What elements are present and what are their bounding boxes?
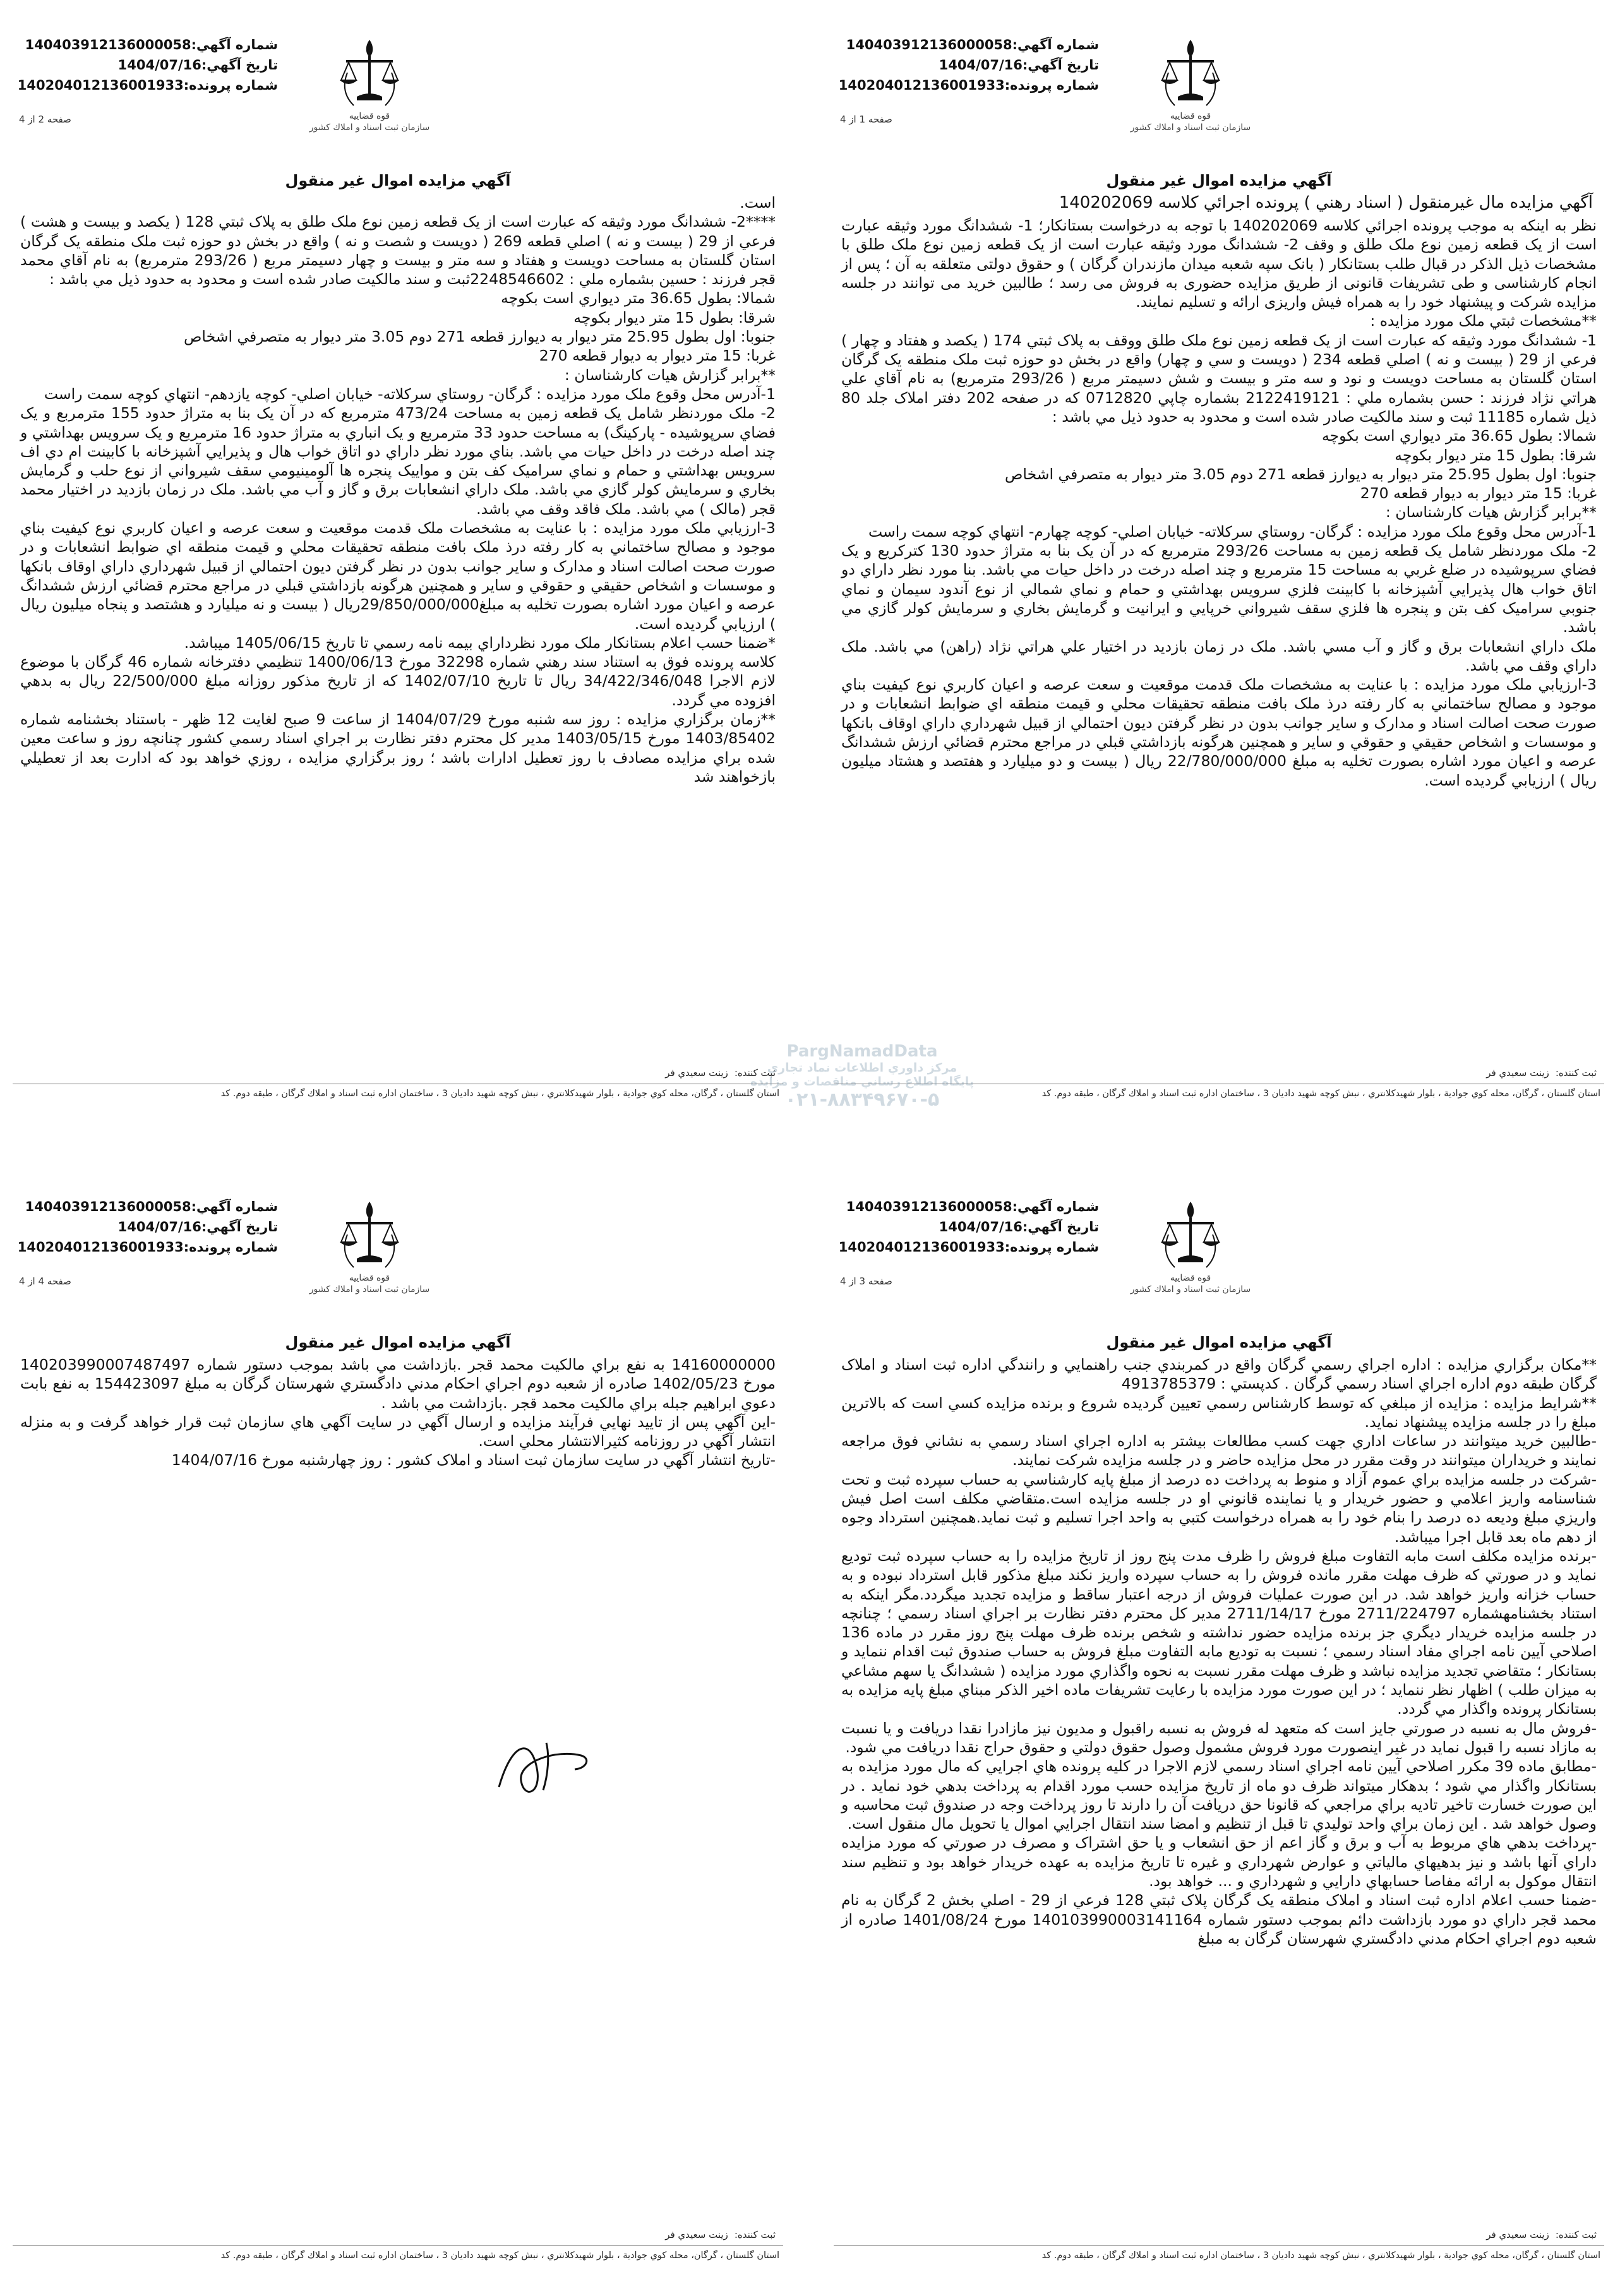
page-header [6, 0, 789, 164]
document-page-4 [6, 1162, 789, 2280]
registrar-name: زينت سعيدي فر [665, 2229, 728, 2240]
ad-date-row [13, 1217, 278, 1237]
body-paragraph: شمالا: بطول 36.65 متر ديواري است بكوچه [1321, 427, 1597, 445]
body-paragraph: **برابر گزارش هيات كارشناسان : [1385, 503, 1597, 522]
notice-title: آگهي مزايده اموال غير منقول [285, 1334, 511, 1351]
ad-number: 140403912136000058 [25, 37, 191, 52]
page-footer [827, 1067, 1611, 1118]
page-footer [6, 2229, 789, 2280]
registrar-name: زينت سعيدي فر [1486, 2229, 1549, 2240]
ad-number-row [834, 35, 1099, 55]
body-paragraph: ****2- ششدانگ مورد وثيقه كه عبارت است از يک قطعه زمين نوع ملک طلق به پلاک ثبتي 128 ( يكصد و بيست و هشت ) فرعي از 29 ( بيست و نه ) اصلي قطعه 269 ( دويست و شصت و نه ) واقع در بخش دو حوزه ثبت ملک منطقه يک گرگان استان گلستان به مساحت دويست و هفتاد و سه متر و بيست و چهار دسيمتر مربع ( 293/26 مترمربع) به نام آقاي محمد قجر فرزند : حسين بشماره ملي : 2248546602ثبت و سند مالكيت صادر شده است و محدود به حدود ذيل مي باشد : [20, 213, 776, 289]
emblem-text-registry: سازمان ثبت اسناد و املاك كشور [1130, 123, 1251, 133]
notice-body [841, 1355, 1597, 1948]
office-address: استان گلستان ، گرگان، محله كوي جوادية ، بلوار شهيدكلانتري ، نبش كوچه شهيد داديان 3 ، ساختمان اداره ثبت اسناد و املاك گرگان ، طبقه دوم. كد [1041, 1089, 1600, 1099]
ad-date: 1404/07/16 [939, 1219, 1023, 1235]
case-number-row [13, 1237, 278, 1257]
judiciary-emblem [303, 35, 436, 161]
watermark-brand: PargNamadData [786, 1042, 938, 1061]
body-paragraph: -تاريخ انتشار آگهي در سايت سازمان ثبت اسناد و املاک كشور : روز چهارشنبه مورخ 1404/07/16 [171, 1451, 776, 1469]
body-paragraph: -شركت در جلسه مزايده براي عموم آزاد و منوط به پرداخت ده درصد از مبلغ پايه كارشناسي به حساب سپرده ثبت و تحت شناسنامه واريز اعلامي و حضور خريدار و يا نماينده قانوني او در جلسه مزايده است.متقاضي مكلف است اصل فيش واريزي مبلغ وديعه ده درصد را بنام خود را به همراه درخواست كتبي به واحد اجرا تسليم و ثبت نمايد.همچنين استرداد وجوه از دهم ماه بعد قابل اجرا ميباشد. [841, 1470, 1597, 1546]
notice-body [20, 193, 776, 786]
office-address: استان گلستان ، گرگان، محله كوي جوادية ، بلوار شهيدكلانتري ، نبش كوچه شهيد داديان 3 ، ساختمان اداره ثبت اسناد و املاك گرگان ، طبقه دوم. كد [1041, 2251, 1600, 2261]
ad-number: 140403912136000058 [846, 1199, 1012, 1214]
page-number: صفحه 3 از 4 [840, 1276, 892, 1287]
notice-body [841, 216, 1597, 790]
body-paragraph: جنوبا: اول بطول 25.95 متر ديوار به ديوارز قطعه 271 دوم 3.05 متر ديوار به متصرفي اشخاص [1005, 465, 1597, 483]
page-header [6, 1162, 789, 1326]
notice-body [20, 1355, 776, 1470]
case-number-row [13, 75, 278, 95]
document-page-3 [827, 1162, 1611, 2280]
scales-emblem-icon [1156, 35, 1225, 111]
signature-scribble-icon [486, 1730, 600, 1806]
case-number: 140204012136001933 [838, 1240, 1005, 1255]
registrar-signature [665, 1067, 776, 1079]
office-address: استان گلستان ، گرگان، محله كوي جوادية ، بلوار شهيدكلانتري ، نبش كوچه شهيد داديان 3 ، ساختمان اداره ثبت اسناد و املاك گرگان ، طبقه دوم. كد [220, 1089, 779, 1099]
registrar-label: ثبت كننده: [1555, 2229, 1597, 2240]
office-address: استان گلستان ، گرگان، محله كوي جوادية ، بلوار شهيدكلانتري ، نبش كوچه شهيد داديان 3 ، ساختمان اداره ثبت اسناد و املاك گرگان ، طبقه دوم. كد [220, 2251, 779, 2261]
body-paragraph: -پرداخت بدهي هاي مربوط به آب و برق و گاز اعم از حق انشعاب و يا حق اشتراک و مصرف در صورتي كه مورد مزايده داراي آنها باشد و نيز بدهيهاي مالياتي و عوارض شهرداري و غيره تا تاريخ مزايده به عهده خريدار خواهد بود و تنظيم سند انتقال موكول به ارائه مفاصا حسابهاي دارايي و شهرداري و ... خواهد بود. [841, 1834, 1597, 1891]
body-paragraph: 1-آدرس محل وقوع ملک مورد مزايده : گرگان- روستاي سركلاته- خيابان اصلي- كوچه چهارم- انتهاي كوچه سمت راست [868, 522, 1597, 541]
body-paragraph: شرقا: بطول 15 متر ديوار بكوچه [1395, 446, 1597, 464]
case-number-label: شماره پرونده: [1004, 1240, 1099, 1255]
case-number: 140204012136001933 [17, 1240, 184, 1255]
notice-title: آگهي مزايده اموال غير منقول [285, 172, 511, 189]
body-paragraph: -فروش مال به نسبه در صورتي جايز است كه متعهد له فروش به نسبه راقبول و مديون نيز مازادرا نقدا دريافت و يا نسبت به مازاد نسبه را قبول نمايد در غير اينصورت مورد فروش مشمول وصول حقوق دولتي و حقوق حراج نقدا دريافت مي شود. [841, 1719, 1597, 1756]
case-number-row [834, 1237, 1099, 1257]
ad-date-row [834, 1217, 1099, 1237]
ad-number-row [13, 35, 278, 55]
ad-date-label: تاريخ آگهي: [1022, 1219, 1099, 1235]
body-paragraph: -مطابق ماده 39 مكرر اصلاحي آيين نامه اجراي اسناد رسمي لازم الاجرا در كليه پرونده هاي اجرايي كه مال مورد مزايده به بستانكار واگذار مي شود ؛ بدهكار ميتواند ظرف دو ماه از تاريخ مزايده حسب مورد اقدام به پرداخت بدهي خود نمايد . در اين صورت خسارت تاخير تاديه براي مراجعي كه قانونا حق دريافت آن را دارند تا روز پرداخت وجه در صندوق ثبت محاسبه و وصول خواهد شد . اين زمان براي واحد توليدي تا قبل از تنظيم و امضا سند انتقال اجرايي اموال يا تحويل مال منقول است. [841, 1757, 1597, 1833]
footer-divider [13, 2245, 783, 2246]
body-paragraph: شمالا: بطول 36.65 متر ديواري است بكوچه [500, 289, 776, 308]
scales-emblem-icon [335, 1197, 404, 1272]
body-paragraph: -برنده مزايده مكلف است مابه التفاوت مبلغ فروش را ظرف مدت پنج روز از تاريخ مزايده را به حساب سپرده ثبت توديع نمايد و در صورتي كه ظرف مهلت مقرر مانده فروش را به حساب سپرده واريز نكند مبلغ مذكور قابل استرداد نبوده و به حساب خزانه واريز خواهد شد. در اين صورت عمليات فروش از درجه اعتبار ساقط و مزايده تجديد ميگردد.مگر اينكه به استناد بخشنامهشماره 2711/224797 مورخ 2711/14/17 مدير كل محترم دفتر نظارت بر اجراي اسناد رسمي ؛ چنانچه در جلسه مزايده خريدار ديگري جز برنده مزايده حضور نداشته و شخص برنده ظرف مهلت پنج روز مقرر در ماده 136 اصلاحي آيين نامه اجراي مفاد اسناد رسمي ؛ نسبت به توديع مابه التفاوت مبلغ فروش به حساب صندوق ثبت اقدام ننمايد و بستانكار ؛ متقاضي تجديد مزايده نباشد و ظرف مهلت مقرر نسبت به نحوه واگذاري مورد مزايده ( ششدانگ يا سهم مشاعي به ميزان طلب ) اظهار نظر ننمايد ؛ در اين صورت مورد مزايده با رعايت تشريفات ماده اخير الذكر مبناي مبلغ پايه مزايده به بستانكار پرونده واگذار مي گردد. [841, 1546, 1597, 1718]
ad-date-row [834, 55, 1099, 75]
body-paragraph: **مكان برگزاري مزايده : اداره اجراي رسمي گرگان واقع در كمربندي جنب راهنمايي و رانندگي اداره ثبت اسناد و املاک گرگان طبقه دوم اداره اجراي اسناد رسمي گرگان . كدپستي : 4913785379 [841, 1356, 1597, 1393]
footer-divider [834, 2245, 1604, 2246]
emblem-text-judiciary: قوه قضاييه [1170, 1273, 1211, 1283]
ad-number-label: شماره آگهي: [1012, 1199, 1099, 1214]
case-number-label: شماره پرونده: [183, 1240, 278, 1255]
registrar-signature [1486, 2229, 1597, 2240]
body-paragraph: شرقا: بطول 15 متر ديوار بكوچه [573, 308, 776, 326]
page-footer [6, 1067, 789, 1118]
page-footer [827, 2229, 1611, 2280]
ad-date-label: تاريخ آگهي: [201, 1219, 278, 1235]
body-paragraph: **برابر گزارش هيات كارشناسان : [564, 366, 776, 384]
emblem-text-judiciary: قوه قضاييه [1170, 111, 1211, 121]
body-paragraph: **زمان برگزاري مزايده : روز سه شنبه مورخ 1404/07/29 از ساعت 9 صبح لغايت 12 ظهر - باستناد بخشنامه شماره 1403/85402 مورخ 1403/05/15 مدير كل محترم دفتر نظارت بر اجراي اسناد رسمي كشور چنانچه روز و ساعت معين شده براي مزايده مصادف با روز تعطيل ادارات باشد ؛ روز برگزاري مزايده ، روزي خواهد بود كه ادارت بعد از تعطيلي بازخواهند شد [20, 710, 776, 786]
case-number-label: شماره پرونده: [183, 78, 278, 93]
ad-date-label: تاريخ آگهي: [201, 57, 278, 73]
registrar-label: ثبت كننده: [734, 2229, 776, 2240]
body-paragraph: 14160000000 به نفع براي مالكيت محمد قجر .بازداشت مي باشد بموجب دستور شماره 140203990007487497 مورخ 1402/05/23 صادره از شعبه دوم اجراي احكام مدني دادگستري شهرستان گرگان به مبلغ 154423097 به نفع بابت دعوي ابراهيم جبله براي مالكيت محمد قجر .بازداشت مي باشد . [20, 1356, 776, 1412]
body-paragraph: -اين آگهي پس از تاييد نهايي فرآيند مزايده و ارسال آگهي در سايت آگهي هاي سازمان ثبت قرار خواهد گرفت و به منزله انتشار آگهي در روزنامه كثيرالانتشار محلي است. [20, 1413, 776, 1450]
ad-number-row [834, 1197, 1099, 1217]
document-page-1 [827, 0, 1611, 1118]
body-paragraph: -ضمنا حسب اعلام اداره ثبت اسناد و املاک منطقه يک گرگان پلاک ثبتي 128 فرعي از 29 - اصلي بخش 2 گرگان به نام محمد قجر داراي دو مورد بازداشت دائم بموجب دستور شماره 140103990003141164 مورخ 1401/08/24 صادره از شعبه دوم اجراي احكام مدني دادگستري شهرستان گرگان به مبلغ [841, 1891, 1597, 1947]
page-header [827, 1162, 1611, 1326]
case-number-row [834, 75, 1099, 95]
ad-date-row [13, 55, 278, 75]
ad-number-label: شماره آگهي: [191, 37, 278, 52]
page-header [827, 0, 1611, 164]
emblem-text-judiciary: قوه قضاييه [349, 111, 390, 121]
emblem-text-registry: سازمان ثبت اسناد و املاك كشور [309, 123, 430, 133]
body-paragraph: غربا: 15 متر ديوار به ديوار قطعه 270 [1360, 484, 1597, 503]
body-paragraph: 2- ملک موردنظر شامل يک قطعه زمين به مساحت 293/26 مترمربع كه در آن يک بنا به متراژ حدود 130 كتركريع و يک فضاي سرپوشيده در ضلع غربي به مساحت 15 مترمربع و چند اصله درخت در داخل حيات مي باشد. بنا مورد نظر داراي دو اتاق خواب هال پذيرايي آشپزخانه با كابينت فلزي سرويس بهداشتي و حمام و نماي شمالي از نوع آندود سيمان و نماي جنوبي سراميک كف بتن و پنجره ها فلزي سقف شيرواني خرپايي و ايرانيت و گرمايش بخاري و سرمايش كولر گازي مي باشد. [841, 542, 1597, 637]
emblem-text-registry: سازمان ثبت اسناد و املاك كشور [309, 1284, 430, 1294]
registrar-signature [665, 2229, 776, 2240]
registrar-label: ثبت كننده: [1555, 1067, 1597, 1079]
body-paragraph: است. [740, 194, 776, 212]
ad-number-row [13, 1197, 278, 1217]
document-page-2 [6, 0, 789, 1118]
body-paragraph: 1- ششدانگ مورد وثيقه كه عبارت است از يک قطعه زمين نوع ملک طلق ووقف به پلاک ثبتي 174 ( يكصد و هفتاد و چهار ) فرعي از 29 ( بيست و نه ) اصلي قطعه 234 ( دويست و سي و چهار) واقع در بخش دو حوزه ثبت ملک منطقه يک گرگان استان گلستان به مساحت دويست و نود و سه متر و بيست و شش دسيمتر مربع ( 293/26 مترمربع) به نام آقاي علي هراتي نژاد فرزند : حسن بشماره ملي : 2122419121 بشماره چاپي 0712820 كه در صفحه 202 دفتر املاک جلد 80 ذيل شماره 11185 ثبت و سند مالكيت صادر شده است و محدود به حدود ذيل مي باشد : [841, 331, 1597, 426]
body-paragraph: 1-آدرس محل وقوع ملک مورد مزايده : گرگان- روستاي سركلاته- خيابان اصلي- كوچه يازدهم- انتهاي كوچه سمت راست [44, 385, 776, 403]
registrar-name: زينت سعيدي فر [665, 1067, 728, 1079]
ad-number-label: شماره آگهي: [1012, 37, 1099, 52]
body-paragraph: غربا: 15 متر ديوار به ديوار قطعه 270 [539, 347, 776, 365]
body-paragraph: جنوبا: اول بطول 25.95 متر ديوار به ديوارز قطعه 271 دوم 3.05 متر ديوار به متصرفي اشخاص [184, 328, 776, 346]
notice-title: آگهي مزايده اموال غير منقول [1106, 1334, 1332, 1351]
page-number: صفحه 2 از 4 [19, 114, 71, 125]
body-paragraph: ملک داراي انشعابات برق و گاز و آب مسي باشد. ملک در زمان بازديد در اختيار علي هراتي نژاد (راهن) مي باشد. ملک داراي وقف مي باشد. [841, 637, 1597, 674]
ad-meta [13, 1197, 278, 1257]
ad-meta [13, 35, 278, 95]
case-number: 140204012136001933 [838, 78, 1005, 93]
registrar-name: زينت سعيدي فر [1486, 1067, 1549, 1079]
body-paragraph: **شرايط مزايده : مزايده از مبلغي كه توسط كارشناس رسمي تعيين گرديده شروع و برنده مزايده كسي است كه بالاترين مبلغ را در جلسه مزايده پيشنهاد نمايد. [841, 1394, 1597, 1431]
judiciary-emblem [1124, 1197, 1257, 1323]
body-paragraph: -طالبين خريد ميتوانند در ساعات اداري جهت كسب مطالعات بيشتر به اداره اجراي اسناد رسمي به نشاني فوق مراجعه نمايند و خريداران ميتوانند در وقت مقرر در محل مزايده حاضر و در جلسه مزايده شركت نمايند. [841, 1432, 1597, 1469]
case-number-label: شماره پرونده: [1004, 78, 1099, 93]
ad-meta [834, 35, 1099, 95]
body-paragraph: نظر به اينكه به موجب پرونده اجرائي كلاسه 140202069 با توجه به درخواست بستانكار؛ 1- ششدانگ مورد وثيقه عبارت است از يک قطعه زمين نوع ملک طلق و وقف 2- ششدانگ مورد وثيقه عبارت است از يک قطعه زمين نوع ملک طلق با مشخصات ذيل الذكر در قبال طلب بستانكار ( بانک سپه شعبه ميدان مازندران گرگان ) و حقوق دولتی متعلقه به آن ؛ پس از انجام كارشناسی و طی تشريفات قانونی از طريق مزايده حضوری به فروش می رسد ؛ طالبين خريد می توانند در جلسه مزايده شركت و پيشنهاد خود را به همراه فيش واريزی ارائه و تسليم نمايند. [841, 217, 1597, 311]
ad-meta [834, 1197, 1099, 1257]
emblem-text-judiciary: قوه قضاييه [349, 1273, 390, 1283]
scales-emblem-icon [335, 35, 404, 111]
judiciary-emblem [1124, 35, 1257, 161]
ad-date: 1404/07/16 [117, 1219, 201, 1235]
body-paragraph: 3-ارزيابي ملک مورد مزايده : با عنايت به مشخصات ملک قدمت موقعيت و سعت عرصه و اعيان كاربري نوع كيفيت بناي موجود و مصالح ساختماني به كار رفته درذ ملک بافت منطقه تحقيقات محلي و قيمت منطقه اي ضوابط انشعابات و در صورت صحت اصالت اسناد و مدارک و ساير جوانب بدون در نظر گرفتن ديون احتمالي از قبيل شهرداري داراي اوقاف بانكها و موسسات و اشخاص حقيقي و حقوقي و ساير و همچنين هرگونه بازداشتي قبلي در مراجع محترم قضائي ارزش ششدانگ عرصه و اعيان مورد اشاره بصورت تخليه به مبلغ 22/780/000/000 ريال ( بيست و دو ميليارد و هفتصد و هشتاد ميليون ريال ) ارزيابي گرديده است. [841, 676, 1597, 789]
registrar-signature [1486, 1067, 1597, 1079]
body-paragraph: 3-ارزيابي ملک مورد مزايده : با عنايت به مشخصات ملک قدمت موقعيت و سعت عرصه و اعيان كاربري نوع كيفيت بناي موجود و مصالح ساختماني به كار رفته درذ ملک بافت منطقه تحقيقات محلي و قيمت منطقه اي ضوابط انشعابات و در صورت صحت اصالت اسناد و مدارک و ساير جوانب بدون در نظر گرفتن ديون احتمالي از قبيل شهرداري داراي اوقاف بانكها و موسسات و اشخاص حقيقي و حقوقي و ساير و همچنين هرگونه بازداشتي قبلي در مراجع محترم قضائي ارزش ششدانگ عرصه و اعيان مورد اشاره بصورت تخليه به مبلغ29/850/000/000ريال ( بيست و نه ميليارد و هشتصد و پنجاه ميليون ريال ) ارزيابي گرديده است. [20, 519, 776, 633]
handwritten-signature [486, 1730, 600, 1809]
scales-emblem-icon [1156, 1197, 1225, 1272]
ad-number-label: شماره آگهي: [191, 1199, 278, 1214]
body-paragraph: 2- ملک موردنظر شامل يک قطعه زمين به مساحت 473/24 مترمربع كه در آن يک بنا به متراژ حدود 155 مترمربع و يک فضاي سرپوشيده - پاركينگ) به مساحت حدود 33 مترمربع و يک انباري به متراژ حدود 16 مترمربع و يک سرويس بهداشتي و چند اصله درخت در داخل حيات مي باشد. بناي مورد نظر داراي دو اتاق خواب هال و پذيرايي آشپزخانه با كابينت ام دي اف سرويس بهداشتي و حمام و نماي سراميک كف بتن و مواييک پنجره ها آلومينيومي سقف شيرواني از نوع حلب و گرمايش بخاري و سرمايش كولر گازي مي باشد. ملک داراي انشعابات برق و گاز و آب مي باشد. ملک در زمان بازديد در اختيار محمد قجر (مالک ) مي باشد. ملک فاقد وقف مي باشد. [20, 404, 776, 518]
watermark-line3: پايگاه اطلاع رساني مناقصات و مزايده [750, 1075, 975, 1089]
registrar-label: ثبت كننده: [734, 1067, 776, 1079]
body-paragraph: **مشخصات ثبتي ملک مورد مزايده : [1370, 312, 1597, 330]
notice-title: آگهي مزايده اموال غير منقول [1106, 172, 1332, 189]
emblem-text-registry: سازمان ثبت اسناد و املاك كشور [1130, 1284, 1251, 1294]
notice-subtitle: آگهي مزايده مال غيرمنقول ( اسناد رهني ) پرونده اجرائي كلاسه 140202069 [1059, 193, 1593, 212]
judiciary-emblem [303, 1197, 436, 1323]
page-number: صفحه 1 از 4 [840, 114, 892, 125]
page-number: صفحه 4 از 4 [19, 1276, 71, 1287]
watermark-phone: ۰۲۱-۸۸۳۴۹۶۷۰-۵ [784, 1089, 940, 1111]
ad-date: 1404/07/16 [117, 57, 201, 73]
watermark-line2: مركز داوري اطلاعات نماد تجاري [767, 1061, 957, 1075]
ad-number: 140403912136000058 [846, 37, 1012, 52]
ad-number: 140403912136000058 [25, 1199, 191, 1214]
ad-date-label: تاريخ آگهي: [1022, 57, 1099, 73]
ad-date: 1404/07/16 [939, 57, 1023, 73]
body-paragraph: *ضمنا حسب اعلام بستانكار ملک مورد نظرداراي بيمه نامه رسمي تا تاريخ 1405/06/15 ميباشد. [184, 633, 776, 652]
body-paragraph: كلاسه پرونده فوق به استناد سند رهني شماره 32298 مورخ 1400/06/13 تنظيمي دفترخانه شماره 46 گرگان با موضوع لازم الاجرا 34/422/346/048 ريال تا تاريخ 1402/07/10 كه از تاريخ مذكور روزانه مبلغ 22/500/000 ريال به بدهي افزوده مي گردد. [20, 653, 776, 709]
case-number: 140204012136001933 [17, 78, 184, 93]
